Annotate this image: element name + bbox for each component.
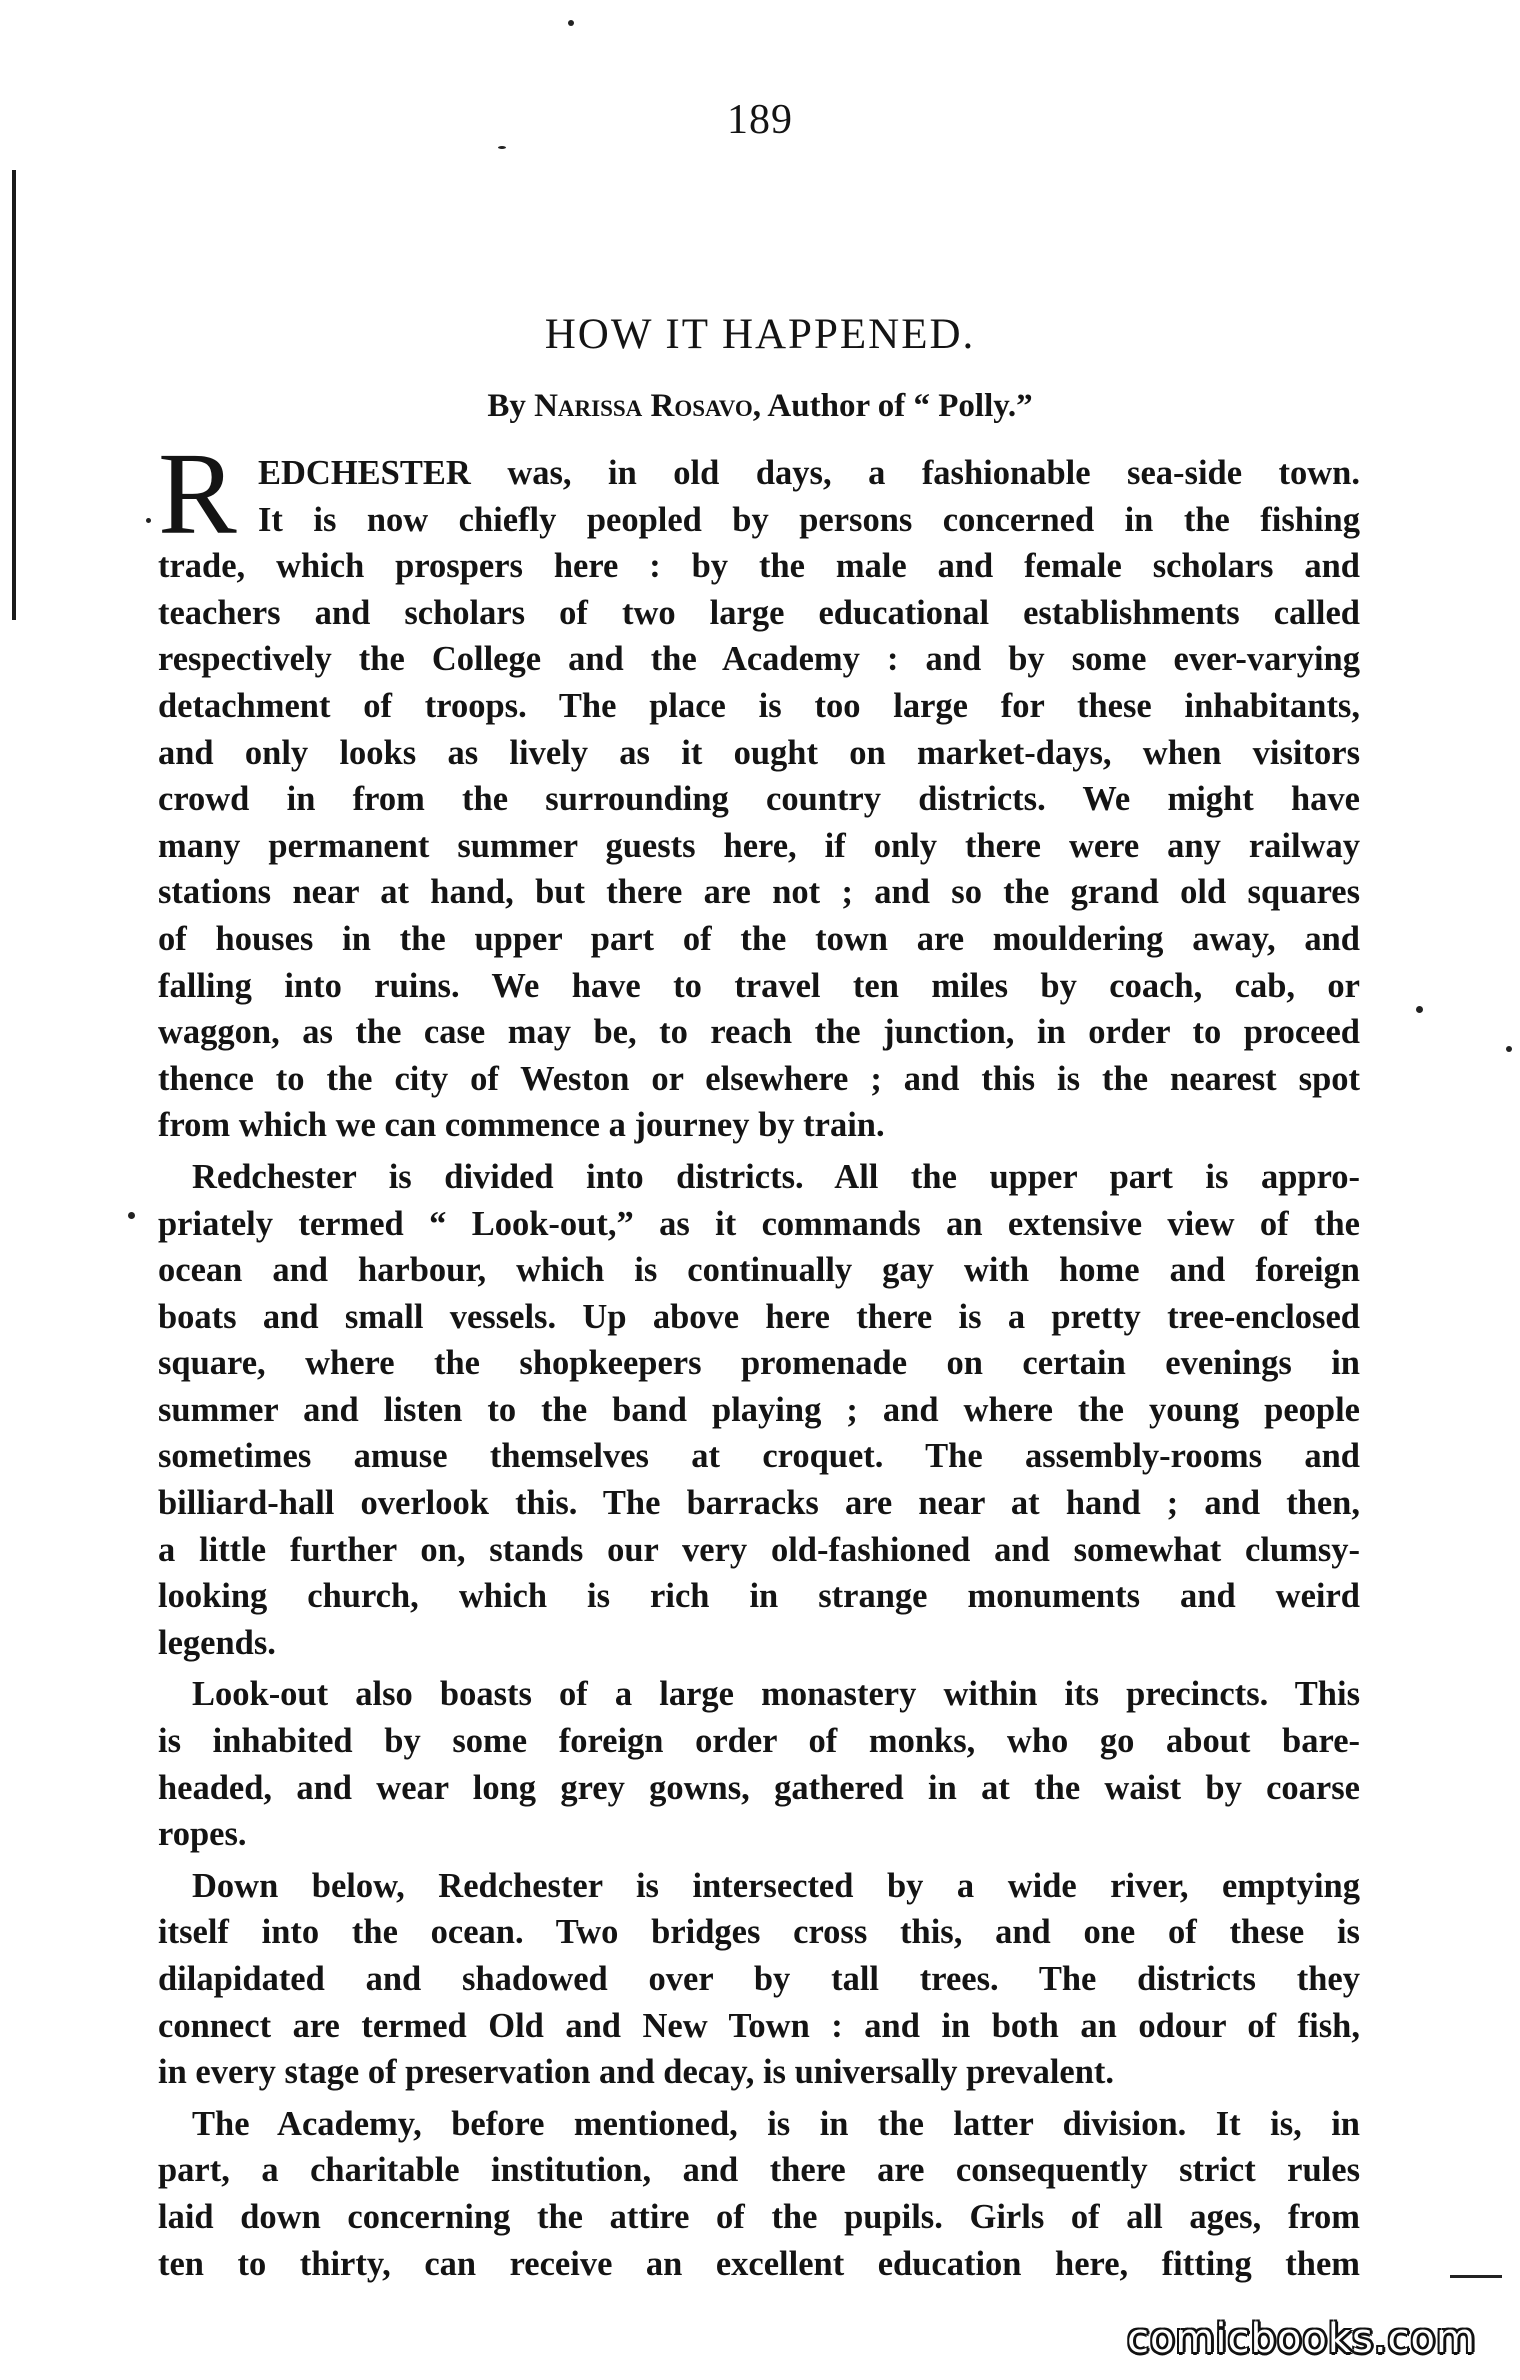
margin-dash xyxy=(1450,2275,1502,2278)
text-line: ten to thirty, can receive an excellent education here, fitting them xyxy=(158,2244,1360,2283)
text-line: EDCHESTER was, in old days, a fashionable sea-side town. xyxy=(258,454,1360,492)
text-line: dilapidated and shadowed over by tall trees. The districts they xyxy=(158,1960,1360,1998)
text-line: stations near at hand, but there are not ; and so the grand old squares xyxy=(158,873,1360,912)
drop-cap: R xyxy=(158,428,237,559)
text-line: ocean and harbour, which is continually gay with home and foreign xyxy=(158,1251,1360,1290)
scan-speck xyxy=(1416,1006,1423,1013)
text-line: trade, which prospers here : by the male and female scholars and xyxy=(158,547,1360,586)
text-line: itself into the ocean. Two bridges cross this, and one of these is xyxy=(158,1913,1360,1952)
text-line: ropes. xyxy=(158,1815,247,1854)
text-line: falling into ruins. We have to travel ten miles by coach, cab, or xyxy=(158,966,1360,1005)
text-line: crowd in from the surrounding country districts. We might have xyxy=(158,780,1360,819)
text-line: of houses in the upper part of the town are mouldering away, and xyxy=(158,919,1360,958)
text-line: thence to the city of Weston or elsewhere ; and this is the nearest spot xyxy=(158,1059,1360,1098)
text-line: is inhabited by some foreign order of monks, who go about bare- xyxy=(158,1722,1360,1761)
paragraph xyxy=(158,1863,1360,2096)
text-line: from which we can commence a journey by train. xyxy=(158,1106,885,1145)
story-title: HOW IT HAPPENED. xyxy=(544,311,976,358)
scan-speck xyxy=(1506,1046,1512,1052)
text-line: a little further on, stands our very old-fashioned and somewhat clumsy- xyxy=(158,1530,1360,1569)
text-line: sometimes amuse themselves at croquet. The assembly-rooms and xyxy=(158,1437,1360,1476)
paragraph xyxy=(158,450,1360,1149)
paragraph xyxy=(158,1154,1360,1667)
text-line: summer and listen to the band playing ; and where the young people xyxy=(158,1390,1360,1429)
text-line: It is now chiefly peopled by persons concerned in the fishing xyxy=(258,500,1360,539)
scan-speck xyxy=(498,146,506,149)
text-line: and only looks as lively as it ought on market-days, when visitors xyxy=(158,733,1360,772)
text-line: legends. xyxy=(158,1623,276,1662)
text-line: laid down concerning the attire of the pupils. Girls of all ages, from xyxy=(158,2197,1360,2236)
text-line: Redchester is divided into districts. All the upper part is appro- xyxy=(192,1157,1360,1196)
byline xyxy=(0,388,1520,425)
paragraph xyxy=(158,2101,1360,2287)
text-line: in every stage of preservation and decay, is universally prevalent. xyxy=(158,2053,1115,2092)
text-line: waggon, as the case may be, to reach the junction, in order to proceed xyxy=(158,1013,1360,1052)
text-line: connect are termed Old and New Town : and in both an odour of fish, xyxy=(158,2006,1360,2045)
scan-speck xyxy=(146,518,151,523)
text-line: billiard-hall overlook this. The barracks are near at hand ; and then, xyxy=(158,1484,1360,1523)
byline-prefix: By xyxy=(487,388,535,424)
byline-suffix: , Author of “ Polly.” xyxy=(752,388,1033,424)
text-line: The Academy, before mentioned, is in the latter division. It is, in xyxy=(192,2104,1360,2143)
paragraph xyxy=(158,1671,1360,1857)
text-line: detachment of troops. The place is too large for these inhabitants, xyxy=(158,686,1360,725)
text-line: boats and small vessels. Up above here there is a pretty tree-enclosed xyxy=(158,1297,1360,1336)
scan-speck xyxy=(568,20,574,26)
page-number: 189 xyxy=(727,97,793,143)
text-line: square, where the shopkeepers promenade on certain evenings in xyxy=(158,1344,1360,1383)
scan-speck xyxy=(128,1212,135,1219)
text-line: many permanent summer guests here, if only there were any railway xyxy=(158,826,1360,865)
text-line: Down below, Redchester is intersected by a wide river, emptying xyxy=(192,1866,1360,1905)
article-body xyxy=(158,450,1360,2292)
text-line: Look-out also boasts of a large monastery within its precincts. This xyxy=(192,1675,1360,1714)
text-line: headed, and wear long grey gowns, gathered in at the waist by coarse xyxy=(158,1768,1360,1807)
text-line: priately termed “ Look-out,” as it commands an extensive view of the xyxy=(158,1204,1360,1243)
text-line: part, a charitable institution, and there are consequently strict rules xyxy=(158,2151,1360,2190)
text-line: teachers and scholars of two large educational establishments called xyxy=(158,593,1360,632)
text-line: respectively the College and the Academy : and by some ever-varying xyxy=(158,640,1360,679)
watermark: comicbooks.com xyxy=(1126,2316,1476,2362)
byline-author: Narissa Rosavo xyxy=(534,388,753,424)
text-line: looking church, which is rich in strange monuments and weird xyxy=(158,1577,1360,1616)
